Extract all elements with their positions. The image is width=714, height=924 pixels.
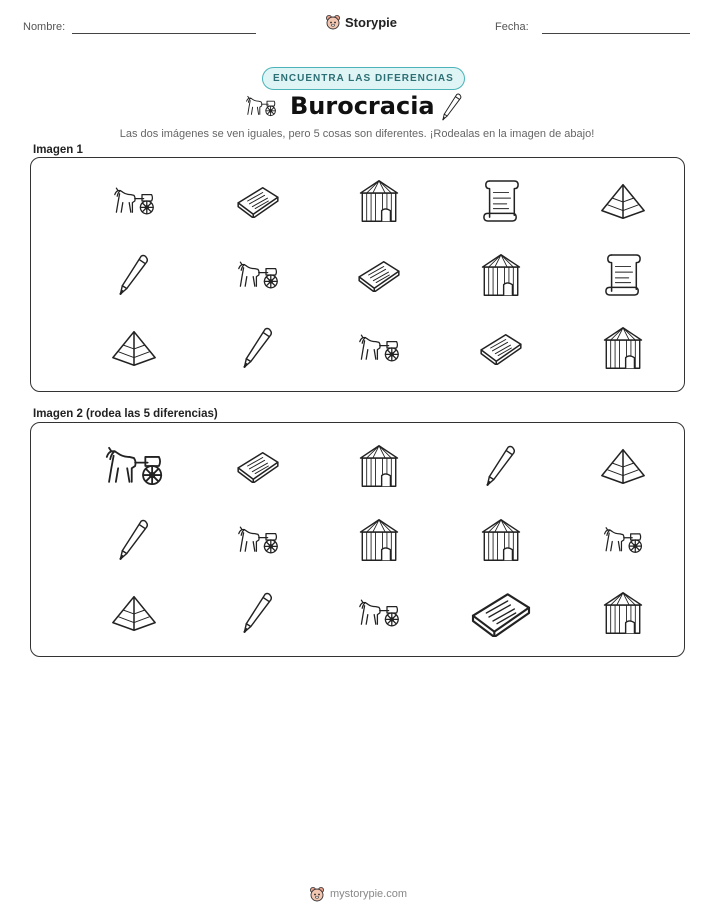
pencil-icon[interactable] <box>441 435 561 497</box>
hut-icon[interactable] <box>319 509 439 571</box>
date-line[interactable] <box>542 33 690 34</box>
chariot-icon <box>319 317 439 379</box>
hut-icon <box>441 244 561 306</box>
date-label: Fecha: <box>495 21 529 33</box>
image1-panel <box>30 157 685 392</box>
brand-logo <box>325 14 397 30</box>
chariot-icon[interactable] <box>74 435 194 497</box>
pencil-icon[interactable] <box>198 582 318 644</box>
name-line[interactable] <box>72 33 256 34</box>
name-label: Nombre: <box>23 21 66 33</box>
chariot-icon <box>198 244 318 306</box>
footer-site: mystorypie.com <box>330 888 408 900</box>
tablet-icon[interactable] <box>198 435 318 497</box>
pyramid-icon <box>74 317 194 379</box>
pencil-icon <box>198 317 318 379</box>
pencil-icon <box>74 244 194 306</box>
chariot-icon[interactable] <box>319 582 439 644</box>
scroll-icon <box>441 170 561 232</box>
chariot-icon <box>243 92 279 120</box>
image2-label: Imagen 2 (rodea las 5 diferencias) <box>33 408 218 420</box>
tablet-icon <box>198 170 318 232</box>
tablet-icon[interactable] <box>441 582 561 644</box>
chariot-icon[interactable] <box>198 509 318 571</box>
chariot-icon[interactable] <box>563 509 683 571</box>
pencil-icon[interactable] <box>74 509 194 571</box>
pyramid-icon[interactable] <box>563 435 683 497</box>
pencil-icon <box>440 92 466 122</box>
hut-icon <box>319 170 439 232</box>
hut-icon[interactable] <box>563 582 683 644</box>
hut-icon <box>563 317 683 379</box>
hut-icon[interactable] <box>441 509 561 571</box>
instructions: Las dos imágenes se ven iguales, pero 5 cosas son diferentes. ¡Rodealas en la imagen de abajo! <box>119 128 595 140</box>
pyramid-icon[interactable] <box>74 582 194 644</box>
hut-icon[interactable] <box>319 435 439 497</box>
image2-panel[interactable] <box>30 422 685 657</box>
scroll-icon <box>563 244 683 306</box>
page-title: Burocracia <box>290 92 435 120</box>
tablet-icon <box>319 244 439 306</box>
activity-badge: ENCUENTRA LAS DIFERENCIAS <box>262 67 465 90</box>
tablet-icon <box>441 317 561 379</box>
storypie-bear-icon <box>309 886 325 902</box>
footer <box>309 886 407 902</box>
brand-name: Storypie <box>345 14 398 30</box>
pyramid-icon <box>563 170 683 232</box>
storypie-bear-icon <box>325 14 341 30</box>
chariot-icon <box>74 170 194 232</box>
image1-label: Imagen 1 <box>33 144 83 156</box>
